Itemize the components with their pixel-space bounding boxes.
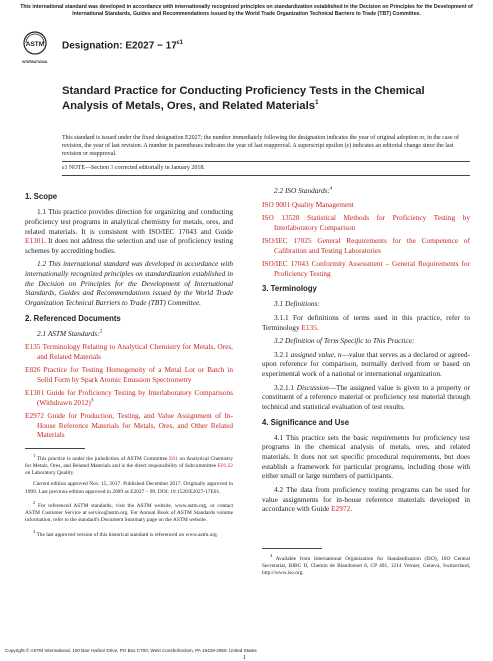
iso-reference-item — [262, 200, 470, 209]
significance-p1: 4.1 This practice sets the basic requirements for proficiency test programs in the chemical analysis of metals, ores, and related materials. It does not set specific procedural requirements, but does establish a framework for particular programs, including those with either small or large numbers of participants. — [262, 432, 470, 481]
footnote-item — [25, 529, 233, 539]
footnotes-left — [25, 453, 233, 539]
copyright: Copyright © ASTM International, 100 Barr Harbor Drive, PO Box C700, West Conshohocken, PA 19428-2959. United States — [5, 648, 257, 653]
footnote-text: This practice is under the jurisdiction of ASTM Committee — [35, 455, 170, 462]
reference-title-link[interactable]: Guide for Proficiency Testing by Interlaboratory Comparisons (Withdrawn 2012) — [37, 388, 233, 407]
terminology-heading: 3. Terminology — [262, 284, 317, 294]
footnote-number: 3 — [33, 528, 36, 534]
astm-reference-item — [25, 388, 233, 407]
e1301-link[interactable]: E1301 — [25, 236, 45, 246]
significance-p2: 4.2 The data from proficiency testing programs can be used for value assignments for in-house reference materials developed in accordance with Guide E2972. — [262, 484, 470, 514]
footnote-number: 1 — [33, 452, 36, 458]
reference-footnote-ref[interactable]: 3 — [90, 398, 94, 404]
document-title — [62, 84, 462, 113]
reference-code-link[interactable]: E2972 — [25, 411, 45, 421]
committee-link[interactable]: E01 — [169, 455, 178, 462]
divider-bottom — [62, 175, 470, 176]
reference-code-link[interactable]: ISO 9001 — [262, 199, 291, 209]
term-3-2-1: 3.2.1 assigned value, n—value that serves as a declared or agreed-upon reference for comparison, normally derived from or based on experimental work of a national or international organization. — [262, 349, 471, 379]
reference-title-link[interactable]: Practice for Testing Homogeneity of a Metal Lot or Batch in Solid Form by Spark Atomic Emission Spectrometry — [37, 365, 233, 384]
footnote-text: Current edition approved Nov. 15, 2017. Published December 2017. Originally approved in 1999. Last previous edition approved in 2009 as E2027 – 09. DOI: 10.1520/E2027-17E01. — [25, 481, 233, 495]
left-column — [25, 186, 233, 543]
divider-top — [62, 161, 470, 162]
footnote-text: The last approved version of this historical standard is referenced on www.astm.org. — [35, 531, 219, 538]
reference-code-link[interactable]: ISO/IEC 17025 — [262, 236, 312, 246]
astm-reference-item — [25, 411, 233, 439]
iso-standards-list — [262, 200, 470, 278]
logo-subtext: INTERNATIONAL — [22, 60, 48, 64]
reference-code-link[interactable]: ISO 13528 — [262, 213, 300, 223]
scope-p1: 1.1 This practice provides direction for organizing and conducting proficiency test programs in analytical chemistry for metals, ores, and related materials. It is consistent with ISO/IEC 17043 and Guide E1301. It does not address the selection and use of proficiency testing schemes by accrediting bodies. — [25, 207, 233, 255]
scope-heading: 1. Scope — [25, 192, 58, 201]
reference-title-link[interactable]: Terminology Relating to Analytical Chemistry for Metals, Ores, and Related Materials — [37, 342, 233, 361]
title-footnote-ref[interactable]: 1 — [315, 98, 319, 106]
page-number: 1 — [243, 654, 247, 661]
iso-reference-item — [262, 213, 470, 232]
term-3-2-1-1: 3.2.1.1 Discussion—The assigned value is given to a property or constituent of a reference material or proficiency test material through technical and statistical evaluation of test results. — [262, 382, 470, 411]
footnote-text: on Laboratory Quality. — [25, 470, 75, 477]
footnote-text: on Analytical Chemistry for Metals, Ores, and Related Materials and is the direct responsibility of Subcommittee — [25, 455, 233, 469]
astm-reference-item — [25, 365, 233, 384]
reference-title-link[interactable]: Conformity Assessment – General Requirements for Proficiency Testing — [274, 259, 470, 278]
tbt-notice: This international standard was developed in accordance with internationally recognized principles on standardization established in the Decision on Principles for the Development of International Standards, Guides and Recommendations issued by the World Trade Organization Technical Barriers to Trade (TBT) Committee. — [20, 4, 473, 18]
designation — [62, 40, 183, 51]
footnote-item — [25, 453, 233, 478]
footnote-item — [25, 481, 233, 496]
title-text: Standard Practice for Conducting Proficiency Tests in the Chemical Analysis of Metals, Ores, and Related Materials — [62, 85, 425, 112]
epsilon-note: ε1 NOTE—Section 3 corrected editorially in January 2018. — [62, 165, 205, 171]
astm-reference-item — [25, 342, 233, 361]
term-3-1: 3.1 Definitions: — [274, 299, 320, 309]
footnote-rule — [25, 448, 85, 449]
e135-link[interactable]: E135 — [301, 322, 317, 332]
reference-code-link[interactable]: ISO/IEC 17043 — [262, 259, 309, 269]
footnote-text: For referenced ASTM standards, visit the ASTM website, www.astm.org, or contact ASTM Customer Service at service@astm.org. For Annual Book of ASTM Standards volume information, refer to the standard's Document Summary page on the ASTM website. — [25, 502, 233, 524]
scope-p2: 1.2 This international standard was developed in accordance with internationally recognized principles on standardization established in the Decision on Principles for the Development of International Standards, Guides and Recommendations issued by the World Trade Organization Technical Barriers to Trade (TBT) Committee. — [25, 259, 233, 307]
footnote-4: $^4$ Available from International Organization for Standardization (ISO), ISO Central Secretariat, BIBC II, Chemin de Blandonnet 8, CP 401, 1214 Vernier, Geneva, Switzerland, http://www.iso.org. — [262, 552, 470, 577]
reference-code-link[interactable]: E135 — [25, 342, 41, 352]
reference-title-link[interactable]: Guide for Production, Testing, and Value Assignment of In-House Reference Materials for Metals, Ores, and Other Related Materials — [37, 411, 233, 440]
standard-notice: This standard is issued under the fixed designation E2027; the number immediately following the designation indicates the year of original adoption or, in the case of revision, the year of last revision. A number in parentheses indicates the year of last reapproval. A superscript epsilon (ε) indicates an editorial change since the last revision or reapproval. — [62, 135, 459, 158]
iso-reference-item — [262, 259, 470, 278]
designation-epsilon: ε1 — [176, 40, 183, 46]
term-3-2: 3.2 Definition of Term Specific to This Practice: — [274, 336, 415, 346]
reference-code-link[interactable]: E826 — [25, 365, 41, 375]
iso-standards-label: 2.2 ISO Standards:$^4$ — [274, 186, 333, 195]
logo-text: ASTM — [25, 41, 45, 48]
reference-title-link[interactable]: Quality Management — [290, 199, 354, 209]
footnote-rule-right — [262, 548, 322, 549]
astm-logo — [22, 30, 48, 70]
subcommittee-link[interactable]: E01.22 — [217, 462, 233, 469]
footnote-item — [25, 500, 233, 525]
reference-title-link[interactable]: General Requirements for the Competence of Calibration and Testing Laboratories — [274, 236, 470, 255]
reference-code-link[interactable]: E1301 — [25, 388, 45, 398]
term-3-1-1: 3.1.1 For definitions of terms used in this practice, refer to Terminology E135. — [262, 312, 470, 332]
significance-heading: 4. Significance and Use — [262, 417, 350, 427]
iso-reference-item — [262, 236, 470, 255]
reference-title-link[interactable]: Statistical Methods for Proficiency Testing by Interlaboratory Comparison — [274, 213, 470, 232]
astm-standards-list — [25, 342, 233, 439]
designation-label: Designation: E2027 − 17 — [62, 40, 177, 52]
footnote-number: 2 — [33, 500, 36, 506]
e2972-link[interactable]: E2972 — [331, 504, 351, 514]
section-3-link[interactable]: 3 — [110, 165, 114, 171]
astm-standards-label: 2.1 ASTM Standards:$^2$ — [37, 328, 103, 338]
refs-heading: 2. Referenced Documents — [25, 313, 121, 323]
right-column — [262, 186, 470, 582]
